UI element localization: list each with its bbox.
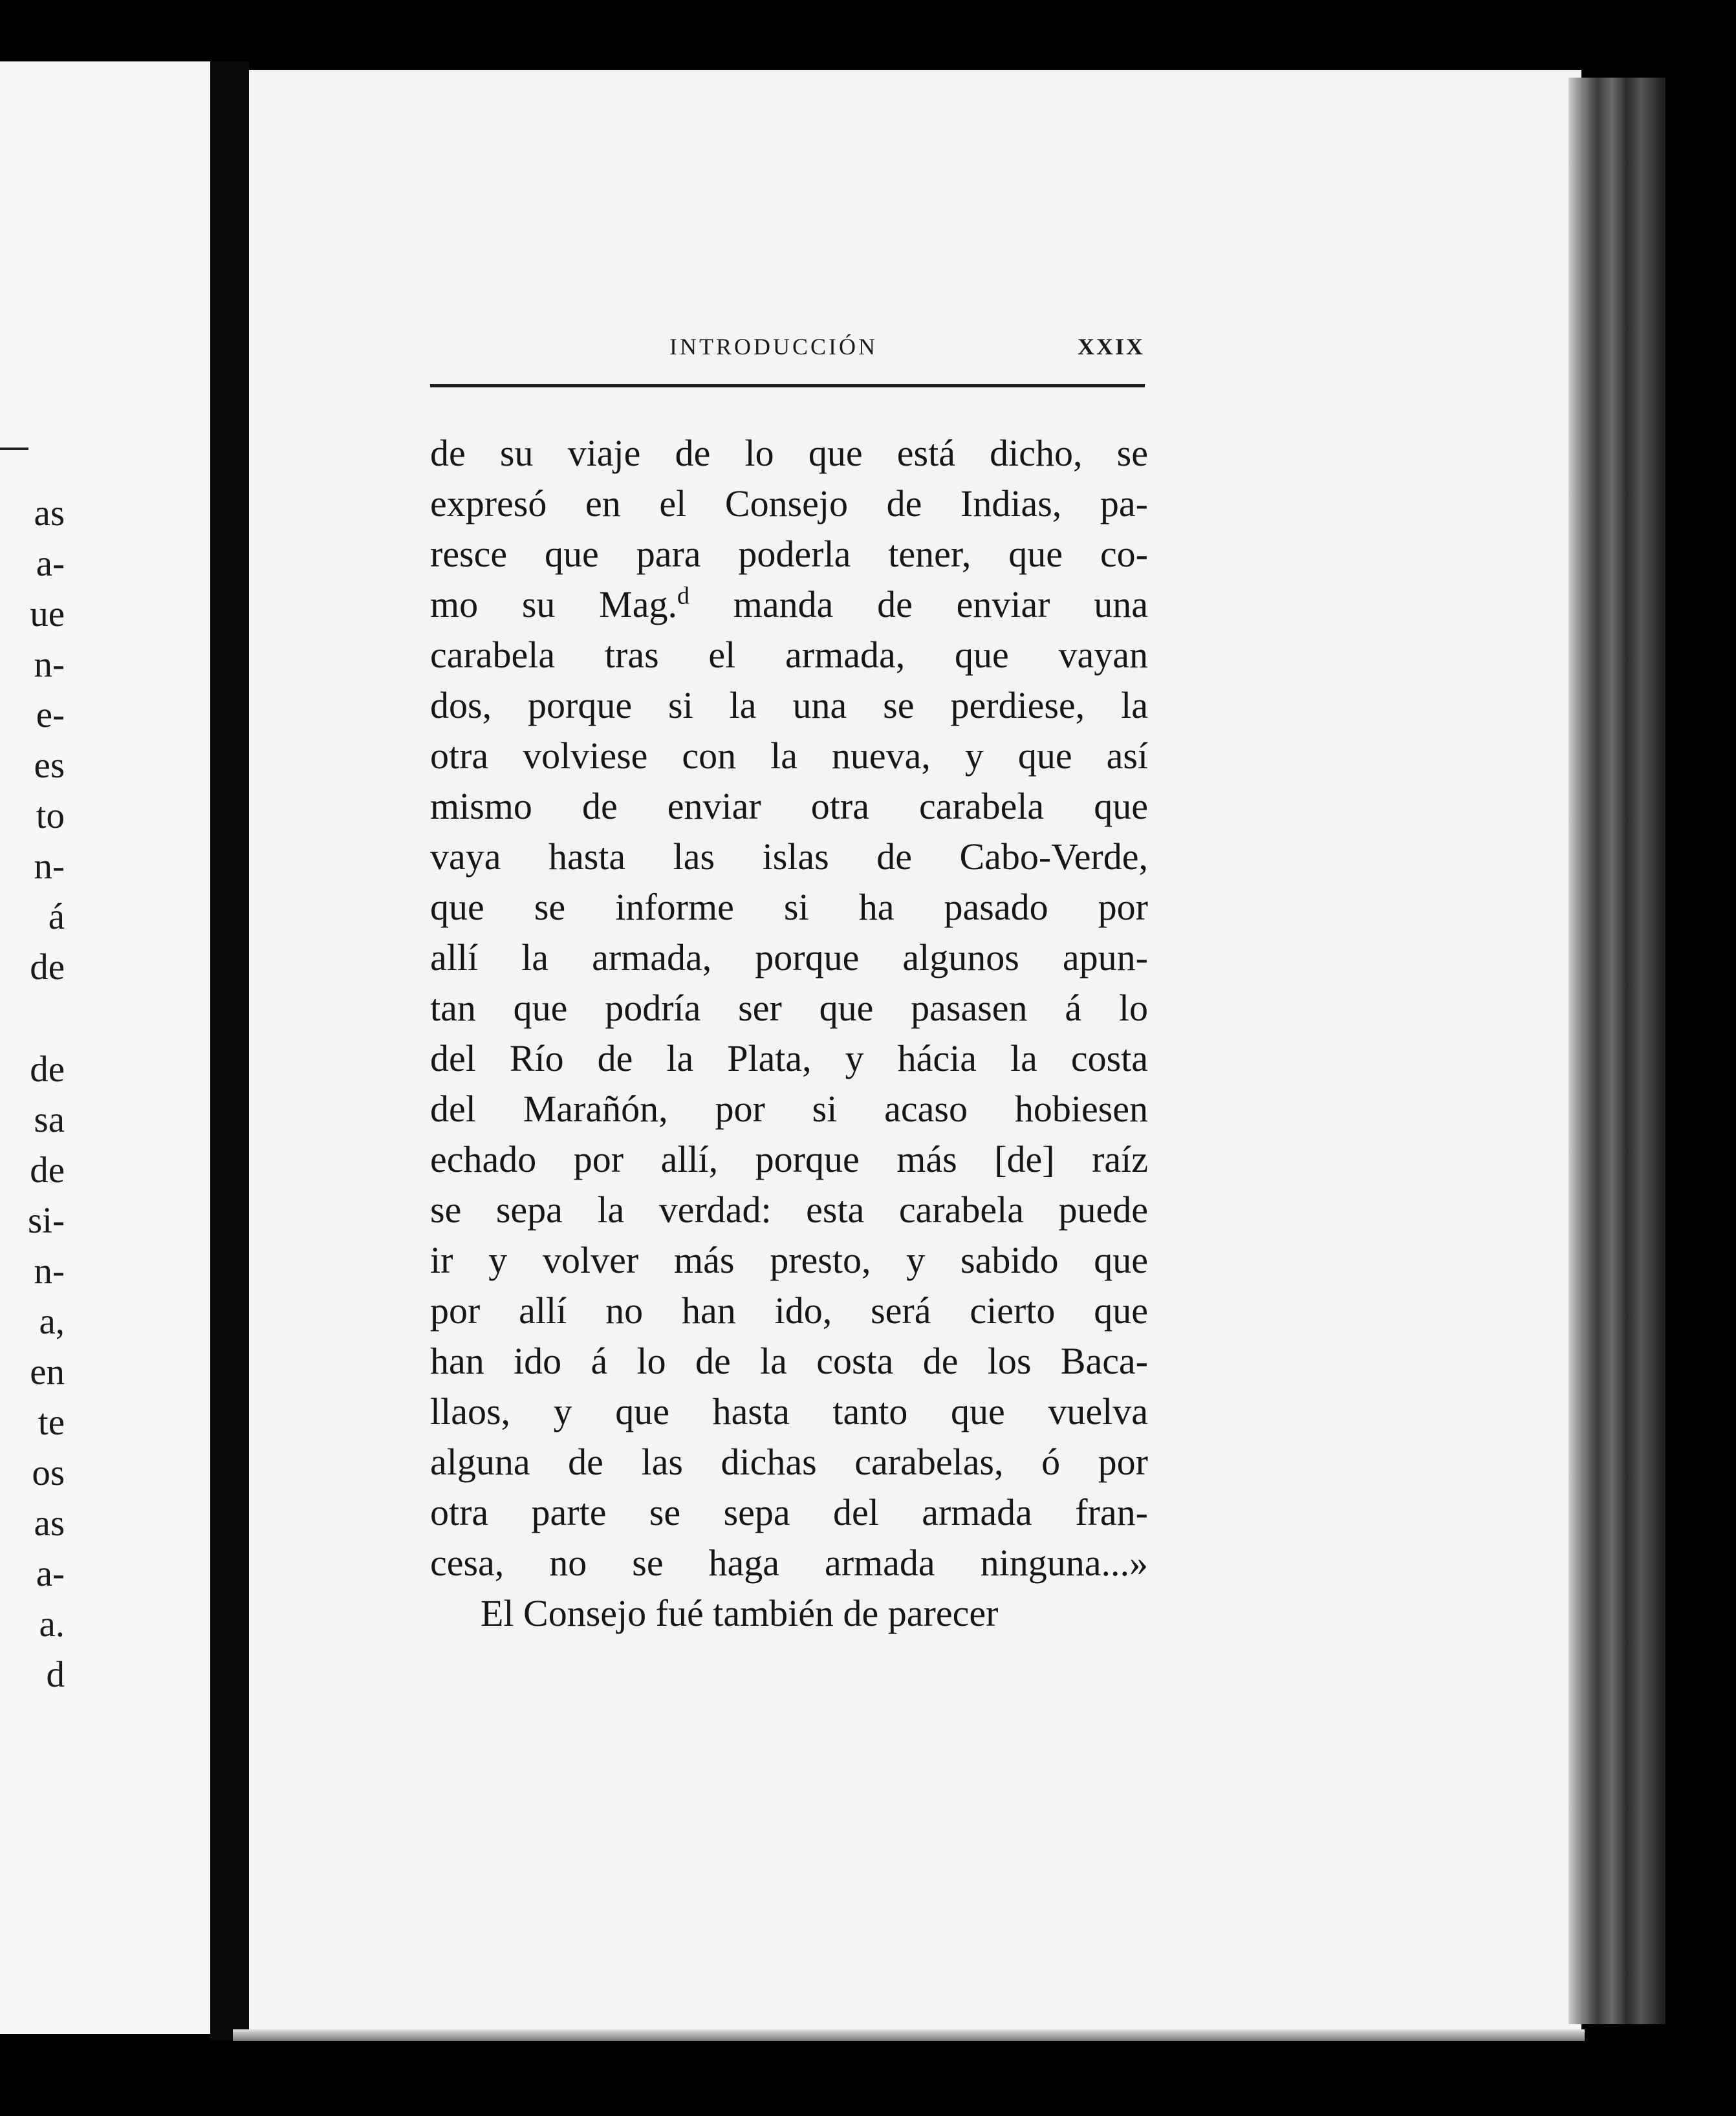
page-block-edge <box>1568 78 1665 2024</box>
previous-page-fragment-line: de <box>30 1152 65 1189</box>
text-line: otra parte se sepa del armada fran- <box>430 1491 1148 1533</box>
text-line: que se informe si ha pasado por <box>430 886 1148 928</box>
text-line <box>430 579 1148 630</box>
text-line: llaos, y que hasta tanto que vuelva <box>430 1390 1148 1432</box>
previous-page-fragment-line: si- <box>28 1202 65 1239</box>
previous-page-text-edge <box>0 61 210 2034</box>
previous-page-fragment-line: a- <box>36 545 65 582</box>
text-line: tan que podría ser que pasasen á lo <box>430 987 1148 1029</box>
text-line: otra volviese con la nueva, y que así <box>430 735 1148 777</box>
text-line: mismo de enviar otra carabela que <box>430 785 1148 827</box>
text-line: expresó en el Consejo de Indias, pa- <box>430 482 1148 524</box>
previous-page-fragment-line: es <box>34 747 65 784</box>
text-line: carabela tras el armada, que vayan <box>430 634 1148 676</box>
text-line: El Consejo fué también de parecer <box>481 1592 999 1634</box>
previous-page-fragment-line: as <box>34 1505 65 1542</box>
text-line: allí la armada, porque algunos apun- <box>430 936 1148 978</box>
text-line: del Marañón, por si acaso hobiesen <box>430 1088 1148 1130</box>
head-rule <box>430 384 1145 387</box>
previous-page-fragment-line: de <box>30 949 65 986</box>
previous-page-fragment-line: n- <box>34 646 65 683</box>
previous-page-fragment-line: e- <box>36 696 65 733</box>
previous-page-fragment-line: a. <box>39 1606 65 1643</box>
text-line: resce que para poderla tener, que co- <box>430 533 1148 575</box>
text-line: alguna de las dichas carabelas, ó por <box>430 1441 1148 1483</box>
previous-page-fragment-line: n- <box>34 1253 65 1290</box>
running-head <box>430 333 1145 365</box>
text-line-end: manda de enviar una <box>689 583 1148 625</box>
text-line: de su viaje de lo que está dicho, se <box>430 432 1148 474</box>
previous-page-fragment-line: de <box>30 1051 65 1088</box>
previous-page-fragment-line: d <box>46 1656 65 1693</box>
previous-page-fragment-line: ue <box>30 596 65 632</box>
text-line: vaya hasta las islas de Cabo-Verde, <box>430 836 1148 878</box>
text-line: ir y volver más presto, y sabido que <box>430 1239 1148 1281</box>
previous-page-fragment-line: te <box>38 1404 65 1441</box>
page-bottom-edge <box>233 2029 1585 2041</box>
running-head-title: INTRODUCCIÓN <box>669 334 878 360</box>
previous-page-fragment-line: os <box>32 1454 65 1491</box>
previous-page-fragment-line: to <box>36 797 65 834</box>
text-line: dos, porque si la una se perdiese, la <box>430 684 1148 726</box>
superscript-abbreviation: d <box>677 582 689 610</box>
previous-page-fragment <box>0 61 210 2034</box>
page-number: XXIX <box>1077 334 1145 360</box>
text-line: del Río de la Plata, y hácia la costa <box>430 1037 1148 1079</box>
previous-page-fragment-line: a, <box>39 1303 65 1340</box>
previous-page-fragment-line: n- <box>34 848 65 885</box>
text-line: cesa, no se haga armada ninguna...» <box>430 1542 1148 1584</box>
previous-page-fragment-line: a- <box>36 1555 65 1592</box>
text-line: por allí no han ido, será cierto que <box>430 1290 1148 1332</box>
book-gutter <box>210 61 249 2040</box>
body-text <box>430 428 1148 1639</box>
text-line: se sepa la verdad: esta carabela puede <box>430 1189 1148 1231</box>
text-line-start: mo su Mag. <box>430 583 677 625</box>
previous-page-fragment-line: en <box>30 1354 65 1390</box>
text-line: echado por allí, porque más [de] raíz <box>430 1138 1148 1180</box>
previous-page-fragment-line: á <box>48 898 65 935</box>
previous-page-fragment-line: as <box>34 495 65 532</box>
previous-page-fragment-line: sa <box>34 1101 65 1138</box>
text-line: han ido á lo de la costa de los Baca- <box>430 1340 1148 1382</box>
